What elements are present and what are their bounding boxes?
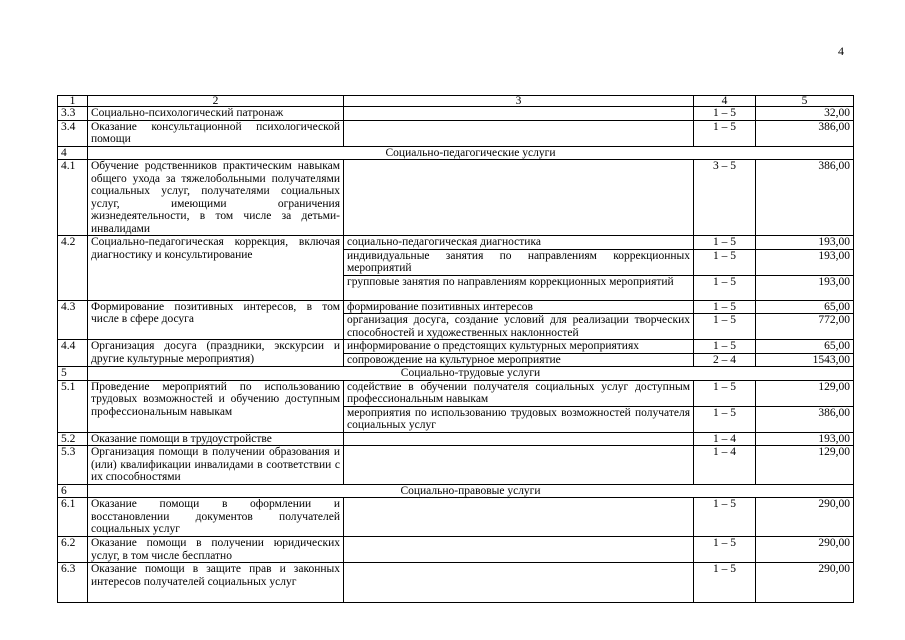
price-cell: 386,00 — [756, 160, 854, 236]
price-cell: 386,00 — [756, 406, 854, 432]
table-header-row — [58, 96, 854, 107]
service-number: 5.3 — [58, 446, 88, 485]
header-cell: 5 — [756, 96, 854, 107]
section-title: Социально-правовые услуги — [88, 484, 854, 498]
price-cell: 772,00 — [756, 314, 854, 340]
section-number: 6 — [58, 484, 88, 498]
table-row — [58, 300, 854, 314]
header-cell: 3 — [344, 96, 694, 107]
term-cell: 1 – 5 — [694, 498, 756, 537]
term-cell: 1 – 5 — [694, 107, 756, 121]
term-cell: 1 – 5 — [694, 380, 756, 406]
price-cell: 290,00 — [756, 498, 854, 537]
service-number: 5.1 — [58, 380, 88, 432]
price-cell: 290,00 — [756, 537, 854, 563]
sub-service — [344, 446, 694, 485]
term-cell: 3 – 5 — [694, 160, 756, 236]
header-cell: 4 — [694, 96, 756, 107]
price-cell: 193,00 — [756, 236, 854, 250]
header-cell: 1 — [58, 96, 88, 107]
service-number: 3.4 — [58, 120, 88, 146]
price-cell: 193,00 — [756, 275, 854, 300]
table-row — [58, 120, 854, 146]
term-cell: 1 – 5 — [694, 314, 756, 340]
service-name: Оказание консультационной психологической помощи — [88, 120, 344, 146]
sub-service: мероприятия по использованию трудовых возможностей получателя социальных услуг — [344, 406, 694, 432]
term-cell: 1 – 5 — [694, 340, 756, 354]
sub-service: индивидуальные занятия по направлениям коррекционных мероприятий — [344, 249, 694, 275]
price-cell: 290,00 — [756, 563, 854, 603]
section-title: Социально-трудовые услуги — [88, 367, 854, 381]
header-cell: 2 — [88, 96, 344, 107]
service-number: 6.2 — [58, 537, 88, 563]
section-number: 5 — [58, 367, 88, 381]
sub-service: сопровождение на культурное мероприятие — [344, 353, 694, 367]
service-number: 6.3 — [58, 563, 88, 603]
sub-service: организация досуга, создание условий для реализации творческих способностей и художественных наклонностей — [344, 314, 694, 340]
section-row — [58, 484, 854, 498]
service-name: Формирование позитивных интересов, в том числе в сфере досуга — [88, 300, 344, 340]
sub-service — [344, 160, 694, 236]
service-name: Организация помощи в получении образования и (или) квалификации инвалидами в соответствии с их способностями — [88, 446, 344, 485]
term-cell: 1 – 4 — [694, 432, 756, 446]
price-cell: 129,00 — [756, 446, 854, 485]
service-number: 3.3 — [58, 107, 88, 121]
page-number: 4 — [838, 44, 844, 58]
service-number: 5.2 — [58, 432, 88, 446]
service-name: Оказание помощи в оформлении и восстановлении документов получателей социальных услуг — [88, 498, 344, 537]
sub-service: содействие в обучении получателя социальных услуг доступным профессиональным навыкам — [344, 380, 694, 406]
price-cell: 386,00 — [756, 120, 854, 146]
term-cell: 1 – 5 — [694, 563, 756, 603]
sub-service: социально-педагогическая диагностика — [344, 236, 694, 250]
service-name: Организация досуга (праздники, экскурсии и другие культурные мероприятия) — [88, 340, 344, 367]
service-number: 4.4 — [58, 340, 88, 367]
sub-service: формирование позитивных интересов — [344, 300, 694, 314]
term-cell: 1 – 5 — [694, 249, 756, 275]
sub-service: информирование о предстоящих культурных мероприятиях — [344, 340, 694, 354]
price-cell: 129,00 — [756, 380, 854, 406]
table-row — [58, 563, 854, 603]
sub-service — [344, 498, 694, 537]
service-name: Оказание помощи в трудоустройстве — [88, 432, 344, 446]
price-cell: 193,00 — [756, 432, 854, 446]
service-number: 6.1 — [58, 498, 88, 537]
services-table — [57, 95, 854, 603]
term-cell: 1 – 5 — [694, 537, 756, 563]
term-cell: 1 – 5 — [694, 236, 756, 250]
sub-service — [344, 563, 694, 603]
section-row — [58, 367, 854, 381]
price-cell: 193,00 — [756, 249, 854, 275]
sub-service — [344, 120, 694, 146]
term-cell: 1 – 4 — [694, 446, 756, 485]
service-name: Оказание помощи в защите прав и законных интересов получателей социальных услуг — [88, 563, 344, 603]
table-row — [58, 446, 854, 485]
table-row — [58, 537, 854, 563]
term-cell: 1 – 5 — [694, 120, 756, 146]
section-title: Социально-педагогические услуги — [88, 146, 854, 160]
price-cell: 1543,00 — [756, 353, 854, 367]
section-number: 4 — [58, 146, 88, 160]
term-cell: 1 – 5 — [694, 406, 756, 432]
service-name: Социально-психологический патронаж — [88, 107, 344, 121]
service-number: 4.3 — [58, 300, 88, 340]
service-number: 4.1 — [58, 160, 88, 236]
term-cell: 1 – 5 — [694, 300, 756, 314]
table-row — [58, 380, 854, 406]
term-cell: 2 – 4 — [694, 353, 756, 367]
section-row — [58, 146, 854, 160]
sub-service — [344, 432, 694, 446]
table-row — [58, 236, 854, 250]
price-cell: 32,00 — [756, 107, 854, 121]
table-row — [58, 160, 854, 236]
service-name: Оказание помощи в получении юридических услуг, в том числе бесплатно — [88, 537, 344, 563]
table-row — [58, 340, 854, 354]
service-number: 4.2 — [58, 236, 88, 301]
price-cell: 65,00 — [756, 300, 854, 314]
table-row — [58, 107, 854, 121]
sub-service — [344, 537, 694, 563]
term-cell: 1 – 5 — [694, 275, 756, 300]
price-cell: 65,00 — [756, 340, 854, 354]
table-row — [58, 498, 854, 537]
service-name: Проведение мероприятий по использованию трудовых возможностей и обучению доступным профессиональным навыкам — [88, 380, 344, 432]
service-name: Социально-педагогическая коррекция, включая диагностику и консультирование — [88, 236, 344, 301]
table-row — [58, 432, 854, 446]
service-name: Обучение родственников практическим навыкам общего ухода за тяжелобольными получателями социальных услуг, получателями социальных услуг, имеющими ограничения жизнедеятельности, в том числе за детьми-инвалидами — [88, 160, 344, 236]
sub-service: групповые занятия по направлениям коррекционных мероприятий — [344, 275, 694, 300]
sub-service — [344, 107, 694, 121]
